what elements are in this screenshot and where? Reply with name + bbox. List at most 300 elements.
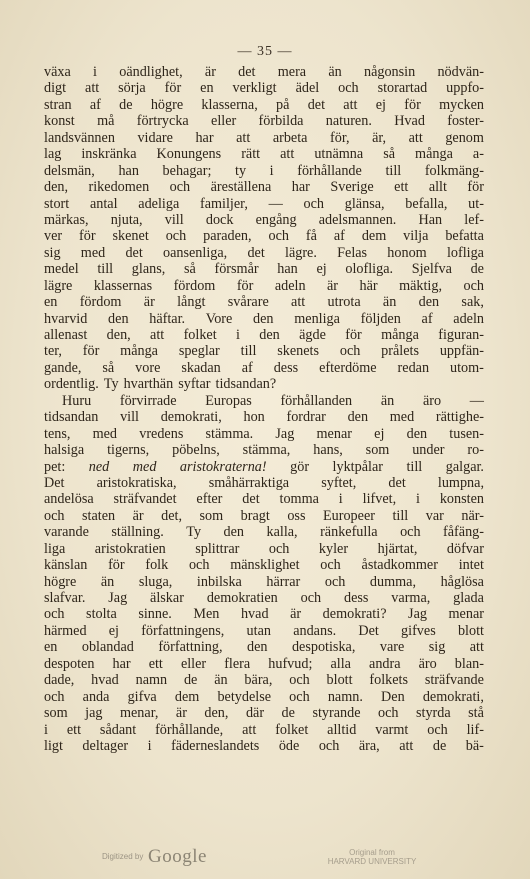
word: den — [347, 409, 369, 426]
text-line — [44, 64, 484, 80]
word: utrota — [327, 294, 361, 311]
word: skenets — [277, 343, 320, 360]
word: döfvar — [446, 540, 484, 557]
word: tidsandan — [44, 409, 99, 426]
word: äro — [418, 655, 437, 672]
word: till — [406, 458, 423, 475]
word: som — [44, 705, 68, 722]
word: och — [169, 179, 191, 196]
word: många — [415, 146, 453, 163]
text-line — [44, 491, 484, 507]
word: deltager — [82, 737, 129, 754]
word: menliga — [294, 310, 340, 327]
word: uppfo- — [446, 80, 484, 97]
text-line — [44, 639, 484, 655]
word: och — [44, 507, 65, 524]
word: Sjelfva — [411, 261, 452, 278]
word: folk — [145, 557, 169, 574]
word: häftar. — [149, 310, 186, 327]
word: efter — [196, 491, 223, 508]
word: demokrati? — [322, 606, 387, 623]
word: af — [421, 310, 433, 327]
word: utnämna — [314, 146, 364, 163]
word: blan- — [454, 655, 484, 672]
word: Jag — [108, 590, 128, 606]
word: fördom — [173, 277, 216, 294]
text-line — [44, 722, 484, 738]
word: skenet — [112, 228, 149, 245]
word: ej — [374, 425, 385, 442]
word: försmår — [214, 261, 259, 278]
word: syftet, — [321, 474, 357, 491]
word: till — [392, 507, 409, 524]
word: i — [235, 327, 240, 343]
text-line — [44, 80, 484, 96]
word: som — [365, 442, 390, 459]
word: gifves — [401, 622, 436, 639]
word: bragt — [240, 507, 270, 524]
word: och — [318, 737, 340, 754]
word: tomma — [279, 491, 319, 508]
word: styrda — [415, 705, 451, 722]
word: klassernas — [93, 277, 153, 294]
word: — — [268, 195, 283, 212]
word: att — [408, 129, 423, 146]
word: af — [89, 96, 101, 113]
word: en — [200, 80, 214, 97]
word: lägre — [44, 277, 73, 294]
text-line — [44, 163, 484, 179]
word: sörja — [118, 80, 146, 97]
digitized-by-label: Digitized by — [102, 852, 144, 861]
word: despoten — [44, 655, 95, 672]
library-name: HARVARD UNIVERSITY — [327, 857, 417, 866]
word: märkas, — [44, 211, 89, 228]
word: och — [320, 557, 341, 574]
word: den — [223, 524, 245, 541]
word: efterdöme — [319, 359, 377, 376]
text-line — [44, 672, 484, 688]
word: glada — [453, 590, 484, 606]
word: stå — [468, 705, 484, 722]
body-text — [44, 64, 484, 754]
word: andans. — [293, 622, 337, 639]
word: ty — [235, 162, 247, 179]
word: adeliga — [138, 195, 180, 212]
word: i — [269, 162, 274, 179]
word: flera — [224, 655, 251, 672]
word: att — [469, 639, 484, 656]
word: adeln — [274, 277, 306, 294]
word: sträfvande — [424, 672, 484, 689]
word: än — [100, 573, 115, 590]
text-line — [44, 327, 484, 343]
word: fäderneslandets — [171, 737, 260, 754]
word: figuran- — [438, 327, 484, 343]
word: eller — [211, 113, 237, 130]
word: ej — [108, 622, 119, 639]
word: blott — [326, 672, 353, 689]
word: stolta — [86, 606, 117, 623]
word: åstadkommer — [361, 557, 438, 574]
word: digt — [44, 80, 67, 97]
word: gör — [290, 458, 310, 475]
word: och — [378, 705, 399, 722]
word: än — [328, 64, 342, 80]
word: ro- — [467, 442, 484, 459]
word: Han — [418, 211, 443, 228]
word: älskar — [150, 590, 184, 606]
word: håglösa — [440, 573, 484, 590]
word: än — [214, 672, 228, 689]
word: det, — [161, 507, 183, 524]
word: Felas — [337, 244, 368, 261]
word: menar — [316, 425, 352, 442]
text-line — [44, 426, 484, 442]
word: och — [463, 277, 484, 294]
word: ära, — [358, 737, 380, 754]
source-library — [322, 848, 422, 866]
word: är, — [372, 129, 387, 146]
word: ställning. — [111, 524, 164, 541]
word: vredens — [139, 425, 184, 442]
word: styrande — [312, 705, 361, 722]
word: förbilda — [258, 113, 304, 130]
text-line — [44, 261, 484, 277]
word: oändlighet, — [119, 64, 183, 80]
word: är — [175, 705, 187, 722]
text-line — [44, 705, 484, 721]
word: honom — [387, 244, 427, 261]
word: dem — [361, 228, 387, 245]
word: han — [118, 162, 139, 179]
word: allt — [428, 179, 447, 196]
word: inskränka — [81, 146, 137, 163]
word: den — [253, 310, 274, 327]
word: af — [333, 228, 345, 245]
word: rätt — [241, 146, 261, 163]
word: engång — [255, 211, 297, 228]
word: Jag — [275, 425, 295, 442]
word: i — [93, 64, 97, 80]
word: många — [381, 327, 419, 343]
word: och — [427, 721, 448, 738]
text-line — [44, 311, 484, 327]
word: det — [247, 244, 265, 261]
word: ej — [375, 96, 386, 113]
word: för — [236, 277, 254, 294]
text-line — [44, 738, 484, 754]
word: sig — [428, 639, 446, 656]
word: få — [305, 228, 317, 245]
word: demokrati, — [160, 409, 222, 426]
word: att — [242, 721, 257, 738]
word: de — [119, 96, 133, 113]
word: och — [303, 195, 325, 212]
word: en — [44, 639, 58, 656]
word: och — [165, 228, 187, 245]
word: högre — [150, 96, 184, 113]
word: speglar — [178, 343, 220, 360]
word: har — [195, 129, 214, 146]
word: så — [383, 146, 396, 163]
word: och — [44, 606, 65, 623]
original-from-label: Original from — [349, 848, 395, 857]
word: lägre. — [285, 244, 317, 261]
word: lif- — [466, 721, 484, 738]
word: Huru — [62, 392, 92, 409]
google-logo: Google — [148, 846, 207, 867]
word: är — [290, 606, 302, 623]
word: konst — [44, 113, 75, 130]
word: mäktig, — [399, 277, 443, 294]
word: att — [236, 129, 251, 146]
word: jag — [85, 705, 103, 722]
word: mänsklighet — [230, 557, 300, 574]
word: som — [199, 507, 224, 524]
text-line — [44, 360, 484, 376]
word: folket — [183, 327, 217, 343]
word: följden — [360, 310, 401, 327]
word: folkmäng- — [424, 162, 484, 179]
word: ut- — [468, 195, 484, 212]
word: någonsin — [363, 64, 416, 80]
word: befatta — [445, 228, 484, 245]
word: och — [289, 688, 310, 705]
word: utan — [246, 622, 271, 639]
word: för — [108, 557, 125, 574]
word: genom — [445, 129, 484, 146]
page-number: — 35 — — [237, 44, 293, 59]
word: lag — [44, 146, 62, 163]
word: utom- — [450, 359, 484, 376]
word: aristokratien — [94, 540, 166, 557]
word: Jag — [408, 606, 427, 623]
word: hufvud; — [268, 655, 313, 672]
word: oansenliga, — [163, 244, 228, 261]
word: för — [82, 343, 100, 360]
word: fördom — [79, 294, 122, 311]
word: stran — [44, 96, 72, 113]
word: antal — [89, 195, 118, 212]
text-line — [44, 146, 484, 162]
word: mycken — [439, 96, 484, 113]
word: Ty — [103, 376, 119, 393]
word: och — [400, 524, 421, 541]
word: och — [338, 80, 359, 97]
word: aristokraterna! — [179, 458, 267, 475]
word: än — [382, 294, 397, 311]
word: alltid — [327, 721, 357, 738]
word: med — [92, 425, 118, 442]
text-line — [44, 294, 484, 310]
word: att — [399, 737, 414, 754]
word: paraden, — [203, 228, 252, 245]
word: den — [108, 310, 129, 327]
word: lumpna, — [437, 474, 484, 491]
word: rikedomen — [88, 179, 150, 196]
word: fordrar — [286, 409, 326, 426]
word: delsmän, — [44, 162, 95, 179]
word: dade, — [44, 672, 75, 689]
text-line — [44, 475, 484, 491]
word: den — [247, 639, 268, 656]
word: folket — [275, 721, 309, 738]
word: ned — [88, 458, 110, 475]
word: öde — [278, 737, 300, 754]
word: glans, — [131, 261, 166, 278]
word: sträfvandet — [113, 491, 177, 508]
word: lifvet, — [362, 491, 397, 508]
word: nödvän- — [437, 64, 484, 80]
word: ver — [44, 228, 63, 245]
word: befalla, — [405, 195, 448, 212]
word: allenast — [44, 327, 88, 343]
word: den, — [106, 327, 131, 343]
word: varma, — [391, 590, 431, 606]
word: konsten — [439, 491, 484, 508]
word: i — [416, 491, 420, 508]
word: i — [338, 491, 343, 508]
word: förtrycka — [136, 113, 189, 130]
text-line — [44, 689, 484, 705]
word: småhärraktiga — [208, 474, 290, 491]
word: gifva — [127, 688, 157, 705]
word: hvarvid — [44, 310, 88, 327]
word: landsvännen — [44, 129, 115, 146]
word: sinne. — [138, 606, 172, 623]
text-line — [44, 606, 484, 622]
word: namn — [135, 672, 168, 689]
word: aristokratiska, — [96, 474, 177, 491]
word: vill — [120, 409, 139, 426]
word: hon — [243, 409, 265, 426]
word: tidsandan? — [215, 376, 277, 393]
word: adeln — [453, 310, 484, 327]
word: hvad — [91, 672, 119, 689]
word: hvad — [240, 606, 269, 623]
word: ränkefulla — [320, 524, 378, 541]
text-line — [44, 278, 484, 294]
word: högre — [44, 573, 77, 590]
word: familjer, — [199, 195, 248, 212]
word: sluga, — [138, 573, 173, 590]
word: sig — [44, 244, 61, 261]
word: Europas — [205, 392, 252, 409]
word: Hvad — [394, 113, 425, 130]
text-line — [44, 541, 484, 557]
text-line — [44, 442, 484, 458]
word: de — [183, 672, 198, 689]
word: de — [470, 261, 484, 278]
word: har — [291, 179, 310, 196]
word: och — [44, 688, 65, 705]
word: Vore — [205, 310, 233, 327]
word: må — [97, 113, 115, 130]
word: galgar. — [445, 458, 484, 475]
text-line — [44, 245, 484, 261]
text-line — [44, 557, 484, 573]
word: är — [204, 64, 216, 80]
word: dess — [343, 590, 369, 606]
word: blott — [457, 622, 484, 639]
word: bä- — [465, 737, 484, 754]
word: ett — [148, 655, 163, 672]
word: andelösa — [44, 491, 94, 508]
word: dock — [205, 211, 234, 228]
word: liga — [44, 540, 66, 557]
word: att — [291, 294, 306, 311]
word: lyktpålar — [332, 458, 383, 475]
word: halsiga — [44, 442, 85, 459]
word: vore — [135, 359, 161, 376]
word: för, — [330, 129, 350, 146]
word: härmed — [44, 622, 87, 639]
word: till — [385, 162, 402, 179]
word: för — [79, 228, 96, 245]
word: inbilska — [196, 573, 242, 590]
text-line — [44, 459, 484, 475]
word: behagar; — [162, 162, 212, 179]
word: än — [380, 392, 395, 409]
word: fåfäng- — [443, 524, 484, 541]
word: för — [404, 96, 421, 113]
word: författningens, — [141, 622, 225, 639]
word: splittrar — [195, 540, 240, 557]
word: med — [389, 409, 415, 426]
word: redan — [397, 359, 430, 376]
word: storartad — [377, 80, 428, 97]
word: ter, — [44, 343, 62, 360]
word: demokratien — [206, 590, 278, 606]
word: ligt — [44, 737, 63, 754]
word: njuta, — [110, 211, 143, 228]
word: rättighe- — [435, 409, 484, 426]
word: demokrati, — [422, 688, 484, 705]
word: dem — [174, 688, 200, 705]
word: menar — [448, 606, 484, 623]
word: är — [327, 277, 339, 294]
word: Men — [193, 606, 220, 623]
word: till — [240, 343, 257, 360]
text-line — [44, 113, 484, 129]
word: arbeta — [272, 129, 308, 146]
word: och — [268, 540, 290, 557]
word: Sverige — [330, 179, 374, 196]
word: tens, — [44, 425, 71, 442]
word: det — [125, 244, 143, 261]
word: och — [300, 590, 322, 606]
word: kalla, — [266, 524, 298, 541]
word: vill — [164, 211, 184, 228]
word: förhållande, — [155, 721, 224, 738]
word: så — [183, 261, 196, 278]
text-line — [44, 524, 484, 540]
word: Europeer — [322, 507, 375, 524]
word: äro — [422, 392, 442, 409]
word: för — [467, 179, 484, 196]
word: har — [112, 655, 131, 672]
word: känslan — [44, 557, 88, 574]
word: naturen. — [325, 113, 372, 130]
text-line — [44, 228, 484, 244]
word: bära, — [244, 672, 273, 689]
word: i — [44, 721, 48, 738]
word: den — [418, 294, 440, 311]
word: a- — [472, 146, 484, 163]
word: sak, — [461, 294, 484, 311]
text-line — [44, 590, 484, 606]
